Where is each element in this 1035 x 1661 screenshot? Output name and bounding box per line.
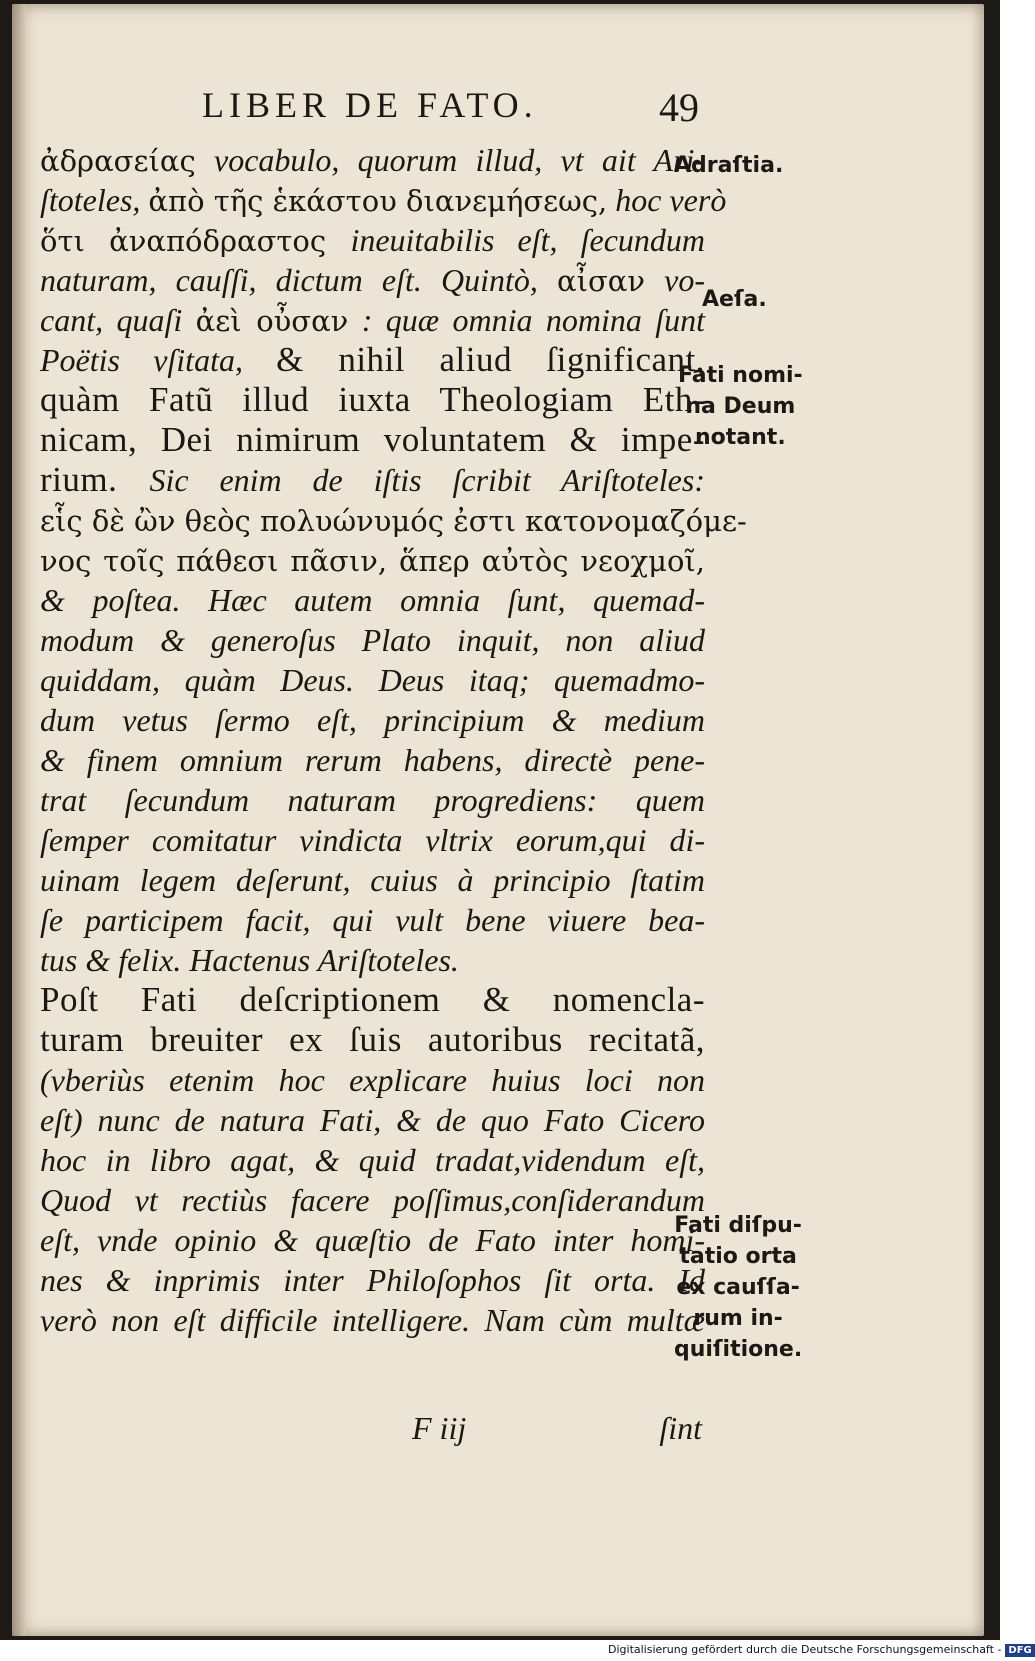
book-page	[12, 4, 984, 1636]
italic-text: (vberiùs etenim hoc explicare huius loci non	[40, 1062, 705, 1098]
catchword-line	[412, 1410, 702, 1450]
digitization-credit	[608, 1643, 1035, 1661]
roman-text: rium.	[40, 460, 150, 499]
italic-text: nes & inprimis inter Philoſophos ſit orta. Id	[40, 1262, 705, 1298]
greek-text: ἀεὶ οὖσαν	[195, 304, 349, 338]
italic-text: vo-	[645, 262, 706, 298]
text-line	[40, 260, 705, 300]
margin-note-line: ex cauſſa-	[676, 1275, 800, 1300]
greek-text: ἀπὸ τῆς ἑκάστου διανεμήσεως,	[148, 184, 608, 218]
catchword: ſint	[659, 1410, 702, 1446]
text-line	[40, 980, 705, 1020]
text-line	[40, 220, 705, 260]
text-line	[40, 1300, 705, 1340]
italic-text: eſt) nunc de natura Fati, & de quo Fato Cicero	[40, 1102, 705, 1138]
greek-text: αἶσαν	[557, 264, 645, 298]
italic-text: Poëtis vſitata,	[40, 342, 277, 378]
folio-number: 49	[659, 85, 699, 130]
italic-text: Quod vt rectiùs facere poſſimus,conſiderandum	[40, 1182, 705, 1218]
text-line	[40, 700, 705, 740]
margin-note-line: tatio orta	[679, 1244, 797, 1269]
text-line	[40, 620, 705, 660]
page-gutter-shadow	[12, 4, 26, 1636]
credit-text: Digitalisierung gefördert durch die Deutsche Forschungsgemeinschaft -	[608, 1643, 1002, 1656]
running-header	[202, 84, 762, 130]
text-line	[40, 740, 705, 780]
running-title: LIBER DE FATO.	[202, 85, 538, 125]
roman-text: Poſt Fati deſcriptionem & nomencla-	[40, 980, 705, 1019]
margin-note-line: Fati diſpu-	[674, 1213, 802, 1238]
greek-text: ἀδρασείας	[40, 144, 196, 178]
italic-text: modum & generoſus Plato inquit, non aliud	[40, 622, 705, 658]
signature-mark: F iij	[412, 1410, 467, 1446]
text-line	[40, 1260, 705, 1300]
text-line	[40, 540, 705, 580]
italic-text: hoc in libro agat, & quid tradat,videndum eſt,	[40, 1142, 705, 1178]
text-line	[40, 660, 705, 700]
text-line	[40, 180, 727, 220]
greek-text: ὅτι ἀναπόδραστος	[40, 224, 351, 258]
roman-text: & nihil aliud ſignificant,	[276, 340, 705, 379]
margin-note-aesa: Aeſa.	[702, 287, 767, 312]
italic-text: ſtoteles,	[40, 182, 149, 218]
italic-text: : quæ omnia nomina ſunt	[348, 302, 706, 338]
italic-text: & poſtea. Hæc autem omnia ſunt, quemad-	[40, 582, 705, 618]
text-line	[40, 300, 705, 340]
text-line	[40, 1220, 705, 1260]
text-line	[40, 820, 705, 860]
margin-note-line: quiſitione.	[674, 1337, 803, 1362]
text-line	[40, 860, 705, 900]
text-line	[40, 460, 705, 500]
italic-text: hoc verò	[607, 182, 727, 218]
text-line	[40, 940, 705, 980]
italic-text: quiddam, quàm Deus. Deus itaq; quemadmo-	[40, 662, 705, 698]
italic-text: eſt, vnde opinio & quæſtio de Fato inter homi-	[40, 1222, 705, 1258]
margin-note-line: na Deum	[685, 394, 796, 419]
text-line	[40, 420, 705, 460]
text-line	[40, 1020, 705, 1060]
italic-text: ineuitabilis eſt, ſecundum	[350, 222, 705, 258]
greek-text: εἷς δὲ ὢν θεὸς πολυώνυμός ἐστι κατονομαζόμε-	[40, 504, 747, 538]
text-line	[40, 580, 705, 620]
italic-text: ſe participem facit, qui vult bene viuere bea-	[40, 902, 705, 938]
text-line	[40, 1100, 705, 1140]
margin-note-fati-disputatio	[674, 1210, 802, 1365]
text-line	[40, 140, 705, 180]
text-line	[40, 1140, 705, 1180]
text-line	[40, 780, 705, 820]
italic-text: naturam, cauſſi, dictum eſt. Quintò,	[40, 262, 558, 298]
italic-text: uinam legem deſerunt, cuius à principio ſtatim	[40, 862, 705, 898]
text-line	[40, 340, 705, 380]
italic-text: Sic enim de iſtis ſcribit Ariſtoteles:	[149, 462, 705, 498]
italic-text: vocabulo, quorum illud, vt ait Ari-	[195, 142, 705, 178]
margin-note-line: notant.	[695, 425, 786, 450]
italic-text: ſemper comitatur vindicta vltrix eorum,qui di-	[40, 822, 705, 858]
greek-text: νος τοῖς πάθεσι πᾶσιν, ἅπερ αὐτὸς νεοχμοῖ,	[40, 544, 705, 578]
roman-text: turam breuiter ex ſuis autoribus recitatã,	[40, 1020, 705, 1059]
italic-text: tus & felix. Hactenus Ariſtoteles.	[40, 942, 459, 978]
italic-text: & finem omnium rerum habens, directè pene-	[40, 742, 705, 778]
text-line	[40, 380, 705, 420]
margin-note-fati-nomina	[678, 360, 803, 453]
text-line	[40, 1060, 705, 1100]
text-line	[40, 500, 747, 540]
margin-note-adrastia: Adraſtia.	[674, 153, 784, 178]
italic-text: dum vetus ſermo eſt, principium & medium	[40, 702, 705, 738]
margin-note-line: rum in-	[693, 1306, 783, 1331]
roman-text: quàm Fatũ illud iuxta Theologiam Eth-	[40, 380, 705, 419]
italic-text: trat ſecundum naturam progrediens: quem	[40, 782, 705, 818]
text-line	[40, 900, 705, 940]
margin-note-line: Fati nomi-	[678, 363, 803, 388]
text-line	[40, 1180, 705, 1220]
dfg-logo-icon: DFG	[1005, 1644, 1034, 1657]
italic-text: verò non eſt difficile intelligere. Nam cùm multæ	[40, 1302, 705, 1338]
italic-text: cant, quaſi	[40, 302, 196, 338]
roman-text: nicam, Dei nimirum voluntatem & impe-	[40, 420, 705, 459]
